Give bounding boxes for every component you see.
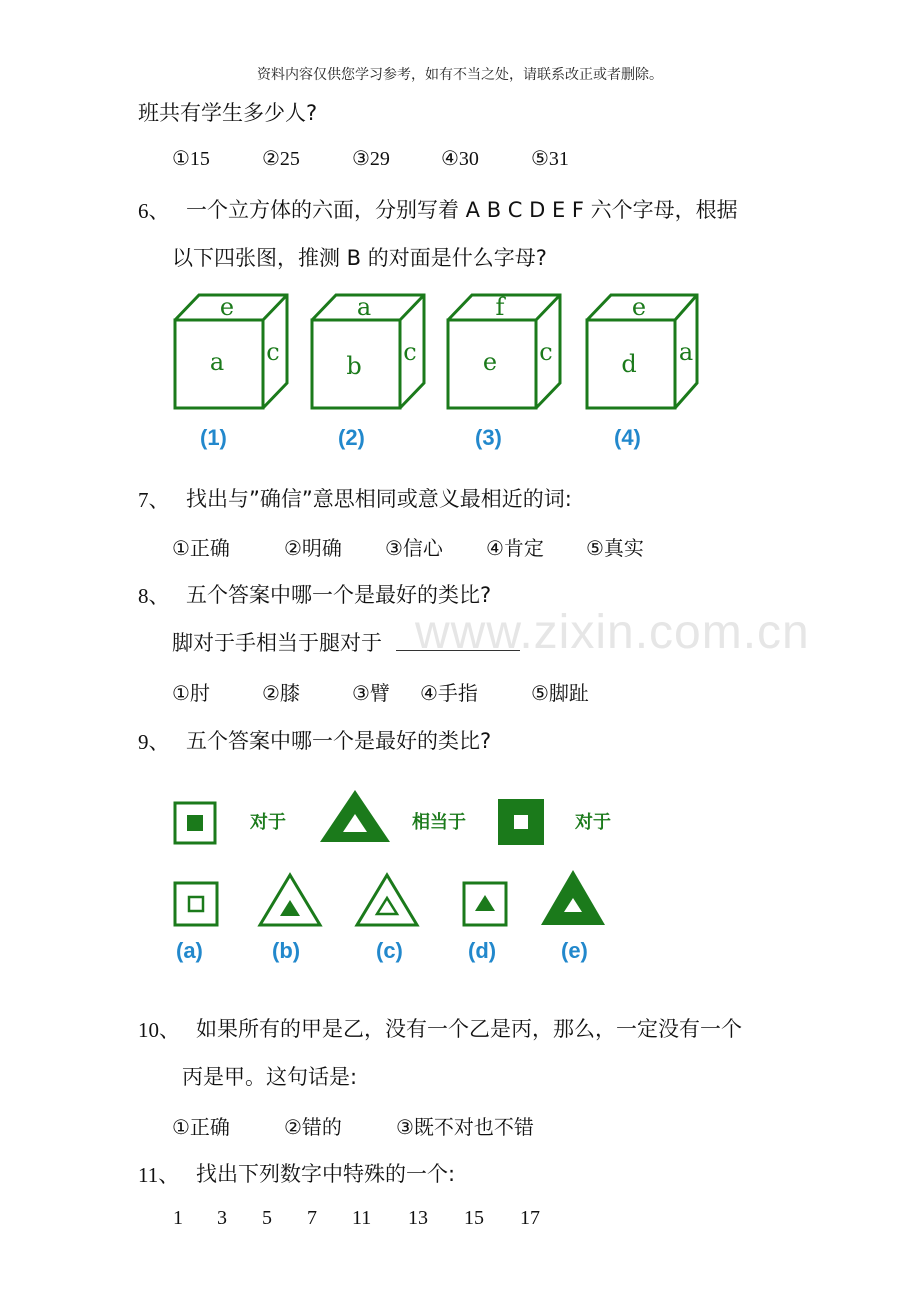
cube-1-top: e xyxy=(219,293,235,321)
q6-line2: 以下四张图，推测 B 的对面是什么字母? xyxy=(172,246,547,270)
analogy-word-2: 相当于 xyxy=(412,812,466,833)
q11-number-1: 1 xyxy=(173,1207,183,1229)
q5-option-5: ⑤31 xyxy=(531,148,569,170)
option-label-d: (d) xyxy=(468,938,497,963)
q11-number-6: 13 xyxy=(408,1207,428,1229)
q6-number: 6、 xyxy=(138,199,170,223)
q10-line1: 如果所有的甲是乙，没有一个乙是丙，那么，一定没有一个 xyxy=(196,1017,742,1041)
q9-number: 9、 xyxy=(138,730,170,754)
q11-number-3: 5 xyxy=(262,1207,272,1229)
cube-4-side: a xyxy=(678,338,694,366)
q11-number: 11、 xyxy=(138,1163,180,1187)
q8-analogy: 脚对于手相当于腿对于 xyxy=(172,631,382,655)
q5-option-1: ①15 xyxy=(172,148,210,170)
option-e-shape xyxy=(541,870,605,925)
cube-2-front: b xyxy=(346,352,362,380)
cube-label-4: (4) xyxy=(614,425,641,450)
q7-option-3: ③信心 xyxy=(385,536,443,560)
option-label-b: (b) xyxy=(272,938,301,963)
q9-text: 五个答案中哪一个是最好的类比? xyxy=(186,729,492,753)
cube-figure xyxy=(165,285,725,455)
cube-1-front: a xyxy=(209,348,225,376)
cube-2-side: c xyxy=(403,338,417,366)
cube-label-3: (3) xyxy=(475,425,502,450)
option-a-shape xyxy=(175,883,217,925)
cube-3-top: f xyxy=(495,293,505,321)
cube-4-front: d xyxy=(621,350,637,378)
q8-option-1: ①肘 xyxy=(172,681,210,705)
cube-label-2: (2) xyxy=(338,425,365,450)
option-label-e: (e) xyxy=(561,938,588,963)
q11-number-4: 7 xyxy=(307,1207,317,1229)
q11-number-5: 11 xyxy=(352,1207,372,1229)
q8-option-4: ④手指 xyxy=(420,681,478,705)
q6-line1: 一个立方体的六面，分别写着 A B C D E F 六个字母，根据 xyxy=(186,198,738,222)
watermark: www.zixin.com.cn xyxy=(415,606,810,659)
q5-option-2: ②25 xyxy=(262,148,300,170)
cube-1-side: c xyxy=(266,338,280,366)
analogy-word-1: 对于 xyxy=(250,812,286,833)
analogy-word-3: 对于 xyxy=(575,812,611,833)
q8-option-2: ②膝 xyxy=(262,681,300,705)
q10-number: 10、 xyxy=(138,1018,180,1042)
cube-2-top: a xyxy=(356,293,372,321)
cube-3-front: e xyxy=(482,348,498,376)
q5-text: 班共有学生多少人? xyxy=(138,101,318,125)
option-label-c: (c) xyxy=(376,938,403,963)
q7-option-1: ①正确 xyxy=(172,536,230,560)
q7-option-5: ⑤真实 xyxy=(586,536,644,560)
q8-option-3: ③臂 xyxy=(352,681,390,705)
q11-number-7: 15 xyxy=(464,1207,484,1229)
q10-option-1: ①正确 xyxy=(172,1115,230,1139)
q11-text: 找出下列数字中特殊的一个: xyxy=(196,1162,456,1186)
q11-number-8: 17 xyxy=(520,1207,540,1229)
q10-line2: 丙是甲。这句话是: xyxy=(182,1065,358,1089)
q11-number-2: 3 xyxy=(217,1207,227,1229)
q7-number: 7、 xyxy=(138,488,170,512)
q8-number: 8、 xyxy=(138,584,170,608)
q5-option-3: ③29 xyxy=(352,148,390,170)
q10-option-2: ②错的 xyxy=(284,1115,342,1139)
page-header: 资料内容仅供您学习参考，如有不当之处，请联系改正或者删除。 xyxy=(257,67,663,83)
cube-4-top: e xyxy=(631,293,647,321)
cube-label-1: (1) xyxy=(200,425,227,450)
q7-option-4: ④肯定 xyxy=(486,536,544,560)
q8-blank xyxy=(396,650,520,651)
q8-option-5: ⑤脚趾 xyxy=(531,681,589,705)
q7-text: 找出与”确信”意思相同或意义最相近的词: xyxy=(186,487,572,511)
q5-option-4: ④30 xyxy=(441,148,479,170)
option-label-a: (a) xyxy=(176,938,203,963)
q8-text: 五个答案中哪一个是最好的类比? xyxy=(186,583,492,607)
q7-option-2: ②明确 xyxy=(284,536,342,560)
q10-option-3: ③既不对也不错 xyxy=(396,1115,534,1139)
cube-3-side: c xyxy=(539,338,553,366)
